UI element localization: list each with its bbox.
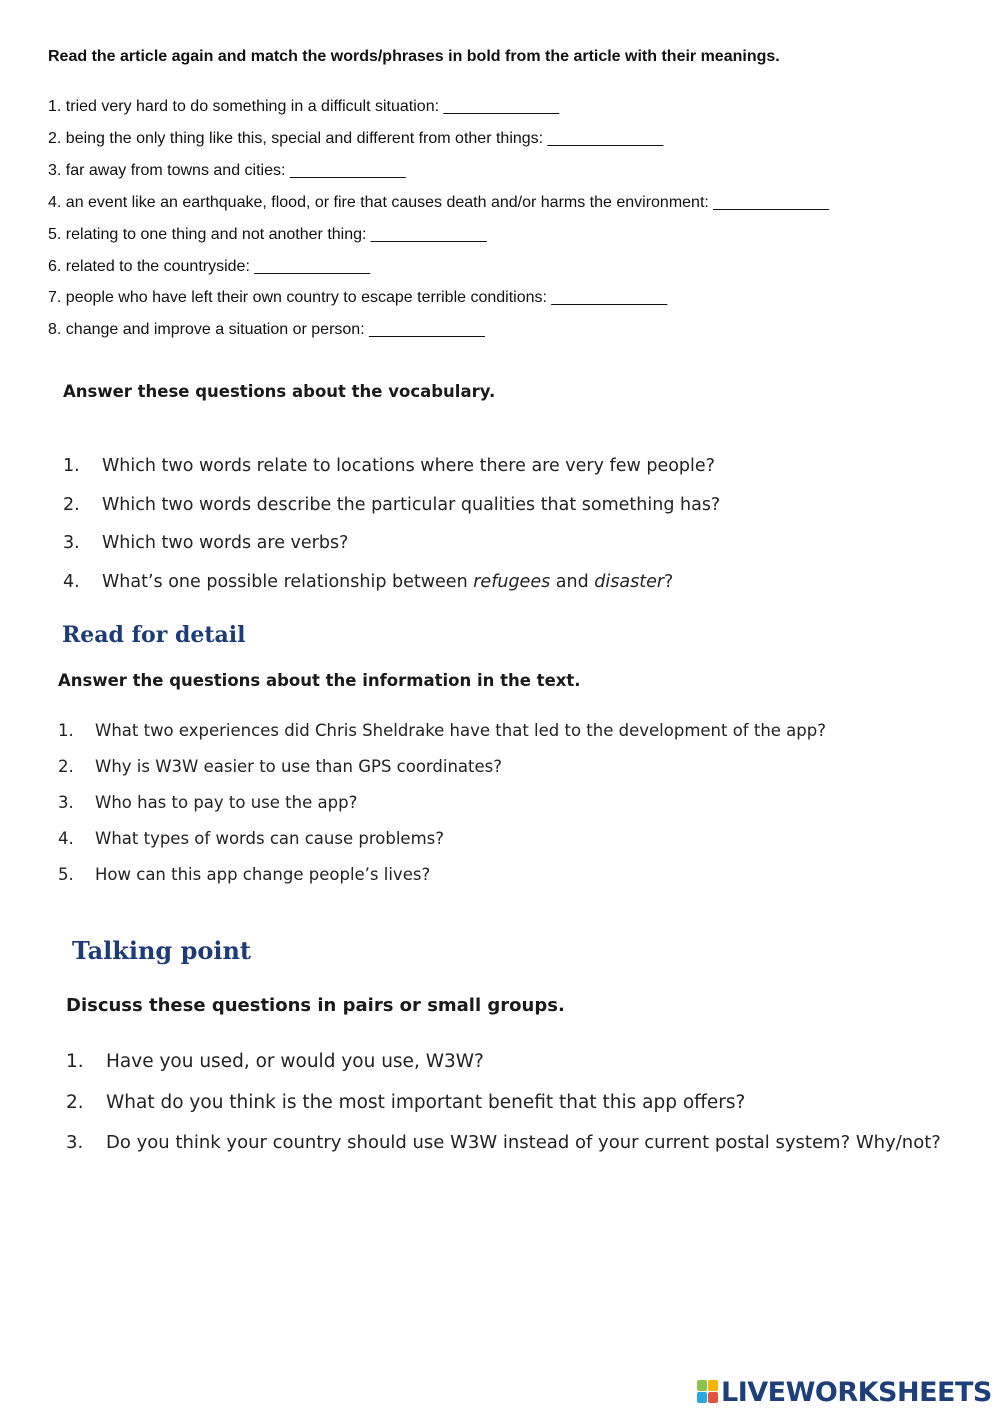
vocab-question-4 [63,572,673,592]
talking-question-3 [66,1132,941,1153]
question-text: Do you think your country should use W3W instead of your current postal system? Why/not? [106,1132,941,1153]
detail-question-4 [58,829,444,848]
question-text: How can this app change people’s lives? [95,865,431,884]
question-text: What types of words can cause problems? [95,829,444,848]
match-item-4: 4. an event like an earthquake, flood, or fire that causes death and/or harms the environment: _____________ [48,194,829,211]
question-number: 1. [58,721,74,740]
question-text: Which two words are verbs? [102,533,349,553]
question-text: Why is W3W easier to use than GPS coordinates? [95,757,503,776]
question-number: 4. [63,572,80,592]
match-item-8: 8. change and improve a situation or person: _____________ [48,321,485,338]
talking-question-1 [66,1051,484,1072]
match-item-3: 3. far away from towns and cities: _____________ [48,162,406,179]
vocab-question-1 [63,456,715,476]
match-item-7: 7. people who have left their own country to escape terrible conditions: _____________ [48,289,668,306]
match-instruction: Read the article again and match the words/phrases in bold from the article with their meanings. [48,48,780,65]
italic-word-refugees: refugees [473,572,551,592]
italic-word-disaster: disaster [594,572,665,592]
question-number: 2. [66,1092,84,1113]
question-text: What do you think is the most important benefit that this app offers? [106,1092,746,1113]
liveworksheets-logo [697,1378,992,1406]
question-text: What two experiences did Chris Sheldrake have that led to the development of the app? [95,721,827,740]
section-title-read-for-detail: Read for detail [62,622,246,648]
question-number: 3. [58,793,74,812]
detail-question-1 [58,721,826,740]
vocab-question-2 [63,495,720,515]
vocab-question-3 [63,533,348,553]
section-title-talking-point: Talking point [72,936,252,965]
question-number: 1. [66,1051,84,1072]
question-number: 3. [66,1132,84,1153]
talking-instruction: Discuss these questions in pairs or small groups. [66,995,565,1016]
question-number: 5. [58,865,74,884]
match-item-5: 5. relating to one thing and not another thing: _____________ [48,226,487,243]
question-number: 2. [58,757,74,776]
detail-question-2 [58,757,502,776]
question-text: Which two words describe the particular qualities that something has? [102,495,721,515]
question-number: 1. [63,456,80,476]
question-number: 3. [63,533,80,553]
question-text: Who has to pay to use the app? [95,793,358,812]
talking-question-2 [66,1092,745,1113]
question-text: Have you used, or would you use, W3W? [106,1051,484,1072]
question-text-mid: and [550,572,595,592]
detail-question-3 [58,793,357,812]
question-text-before: What’s one possible relationship between [102,572,474,592]
match-item-2: 2. being the only thing like this, special and different from other things: _____________ [48,130,664,147]
question-number: 4. [58,829,74,848]
detail-question-5 [58,865,430,884]
detail-instruction: Answer the questions about the information in the text. [58,671,581,690]
question-text: Which two words relate to locations where there are very few people? [102,456,715,476]
question-text-after: ? [664,572,674,592]
vocab-heading: Answer these questions about the vocabulary. [63,382,496,401]
liveworksheets-logo-icon [697,1380,719,1404]
question-number: 2. [63,495,80,515]
logo-text: LIVEWORKSHEETS [721,1376,992,1408]
match-item-1: 1. tried very hard to do something in a difficult situation: _____________ [48,98,560,115]
match-item-6: 6. related to the countryside: _____________ [48,258,371,275]
